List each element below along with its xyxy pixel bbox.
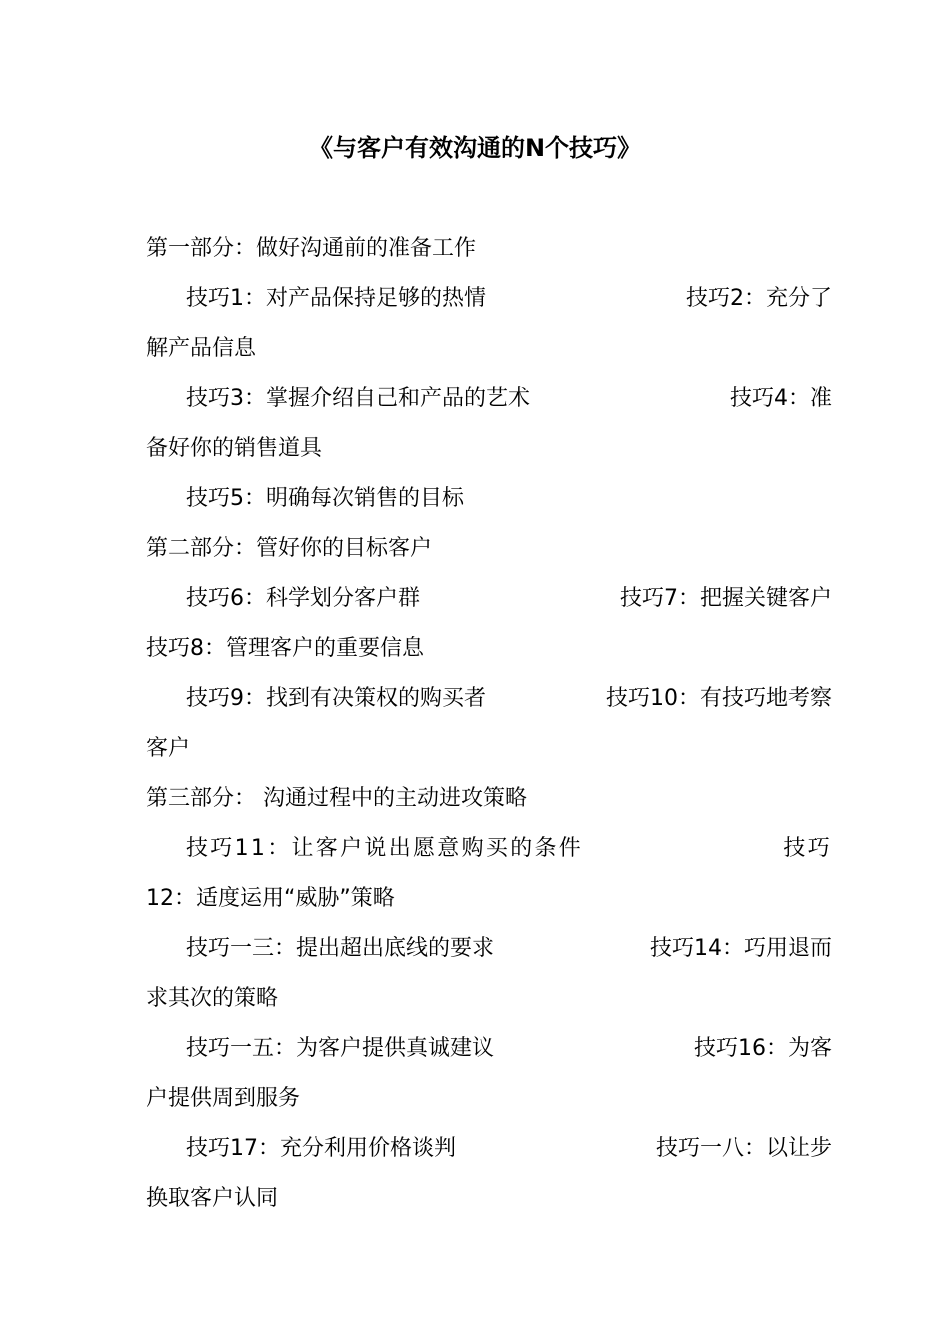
tip-text: 客户	[146, 736, 191, 761]
tip-text: 技巧一三：提出超出底线的要求	[186, 936, 495, 961]
tip-line-continuation	[146, 424, 832, 474]
section-heading-1	[146, 224, 832, 274]
tip-text: 备好你的销售道具	[146, 436, 323, 461]
tip-text: 户提供周到服务	[146, 1086, 301, 1111]
tip-text: 技巧2：充分了	[686, 286, 832, 311]
tip-line	[146, 924, 832, 974]
tip-text: 技巧17：充分利用价格谈判	[186, 1136, 456, 1161]
section-heading-text: 第二部分：管好你的目标客户	[146, 536, 433, 561]
tip-text: 换取客户认同	[146, 1186, 279, 1211]
tip-text: 技巧10：有技巧地考察	[606, 686, 832, 711]
tip-line	[146, 674, 832, 724]
tip-text: 12：适度运用“威胁”策略	[146, 886, 395, 911]
tip-text: 技巧14：巧用退而	[650, 936, 832, 961]
tip-text: 技巧9：找到有决策权的购买者	[186, 686, 486, 711]
tip-line	[146, 274, 832, 324]
tip-text: 技巧7：把握关键客户	[620, 586, 832, 611]
tip-line	[146, 374, 832, 424]
tip-text: 技巧一八：以让步	[655, 1136, 832, 1161]
tip-line	[146, 474, 832, 524]
tip-line	[146, 574, 832, 624]
tip-line	[146, 824, 832, 874]
tip-text: 技巧16：为客	[694, 1036, 832, 1061]
tip-text: 技巧4：准	[730, 386, 832, 411]
document-body	[146, 224, 832, 1224]
tip-line	[146, 1124, 832, 1174]
section-heading-text: 第一部分：做好沟通前的准备工作	[146, 236, 477, 261]
tip-line-continuation	[146, 724, 832, 774]
tip-text: 技巧一五：为客户提供真诚建议	[186, 1036, 495, 1061]
section-heading-text: 第三部分： 沟通过程中的主动进攻策略	[146, 786, 527, 811]
tip-text: 技巧1：对产品保持足够的热情	[186, 286, 486, 311]
tip-text: 技巧11：让客户说出愿意购买的条件	[186, 836, 584, 861]
tip-line-continuation	[146, 974, 832, 1024]
tip-line-continuation	[146, 624, 832, 674]
section-heading-2	[146, 524, 832, 574]
tip-line-continuation	[146, 324, 832, 374]
tip-text: 技巧3：掌握介绍自己和产品的艺术	[186, 386, 530, 411]
tip-line	[146, 1024, 832, 1074]
tip-text: 解产品信息	[146, 336, 257, 361]
tip-text: 求其次的策略	[146, 986, 279, 1011]
tip-line-continuation	[146, 874, 832, 924]
tip-line-continuation	[146, 1074, 832, 1124]
tip-text: 技巧	[783, 836, 832, 861]
document-title: 《与客户有效沟通的N个技巧》	[308, 134, 642, 162]
section-heading-3	[146, 774, 832, 824]
tip-text: 技巧6：科学划分客户群	[186, 586, 420, 611]
tip-text: 技巧5：明确每次销售的目标	[186, 486, 464, 511]
tip-text: 技巧8：管理客户的重要信息	[146, 636, 424, 661]
tip-line-continuation	[146, 1174, 832, 1224]
